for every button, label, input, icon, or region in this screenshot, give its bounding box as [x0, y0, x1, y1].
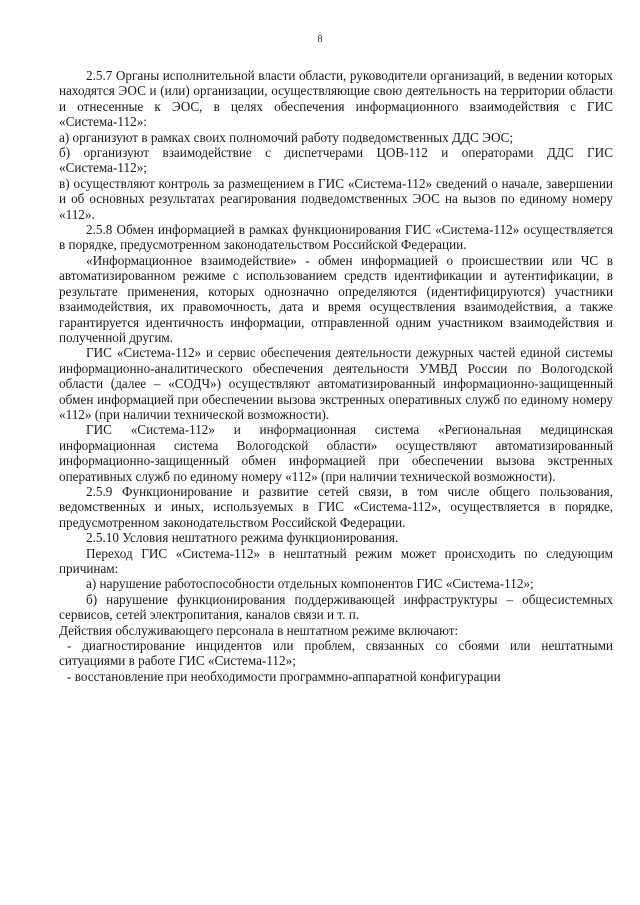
- list-item-recovery: - восстановление при необходимости программно-аппаратной конфигурации: [67, 668, 501, 684]
- paragraph-staff-actions: Действия обслуживающего персонала в нештатном режиме включают:: [59, 622, 459, 638]
- paragraph-rmis: ГИС «Система-112» и информационная система «Региональная медицинская информационная система Вологодской области» осуществляют автоматизированный информационно-защищенный обмен информацией при обеспечении вызова экстренных оперативных служб по единому номеру «112» (при наличии технической возможности).: [59, 422, 613, 484]
- list-item-b-interaction: б) организуют взаимодействие с диспетчерами ЦОВ-112 и операторами ДДС ГИС «Система-112»;: [59, 145, 613, 176]
- paragraph-2-5-9: 2.5.9 Функционирование и развитие сетей связи, в том числе общего пользования, ведомственных и иных, используемых в ГИС «Система-112», осуществляется в порядке, предусмотренном законодательством Российской Федерации.: [59, 483, 613, 530]
- paragraph-definition: «Информационное взаимодействие» - обмен информацией о происшествии или ЧС в автоматизированном режиме с использованием средств идентификации и аутентификации, в результате применения, которых однозначно определяются (идентифицируются) участники взаимодействия, их правомочность, дата и время осуществления взаимодействия, а также гарантируется идентичность информации, отправленной одним участником взаимодействия и полученной другим.: [59, 252, 613, 345]
- paragraph-2-5-7: 2.5.7 Органы исполнительной власти области, руководители организаций, в ведении которых находятся ЭОС и (или) организации, осуществляющие свою деятельность на территории области и отнесенные к ЭОС, в целях обеспечения информационного взаимодействия с ГИС «Система-112»:: [59, 68, 613, 130]
- paragraph-2-5-10: 2.5.10 Условия нештатного режима функционирования.: [86, 530, 399, 546]
- list-item-v-control: в) осуществляют контроль за размещением в ГИС «Система-112» сведений о начале, завершении и об основных результатах реагирования подведомственных ЭОС на вызов по единому номеру «112».: [59, 175, 613, 222]
- list-item-a-failure: а) нарушение работоспособности отдельных компонентов ГИС «Система-112»;: [86, 576, 534, 592]
- document-body: [59, 68, 613, 684]
- paragraph-2-5-8: 2.5.8 Обмен информацией в рамках функционирования ГИС «Система-112» осуществляется в порядке, предусмотренном законодательством Российской Федерации.: [59, 222, 613, 253]
- paragraph-transition: Переход ГИС «Система-112» в нештатный режим может происходить по следующим причинам:: [59, 545, 613, 576]
- list-item-a-organize-work: а) организуют в рамках своих полномочий работу подведомственных ДДС ЭОС;: [59, 129, 514, 145]
- paragraph-sodch: ГИС «Система-112» и сервис обеспечения деятельности дежурных частей единой системы информационно-аналитического обеспечения деятельности УМВД России по Вологодской области (далее – «СОДЧ») осуществляют автоматизированный информационно-защищенный обмен информацией при обеспечении вызова экстренных оперативных служб по единому номеру «112» (при наличии технической возможности).: [59, 345, 613, 422]
- list-item-b-infrastructure: б) нарушение функционирования поддерживающей инфраструктуры – общесистемных сервисов, сетей электропитания, каналов связи и т. п.: [59, 591, 613, 623]
- list-item-diagnostics: - диагностирование инцидентов или проблем, связанных со сбоями или нештатными ситуациями в работе ГИС «Система-112»;: [59, 638, 613, 669]
- page-number: 8: [317, 34, 323, 45]
